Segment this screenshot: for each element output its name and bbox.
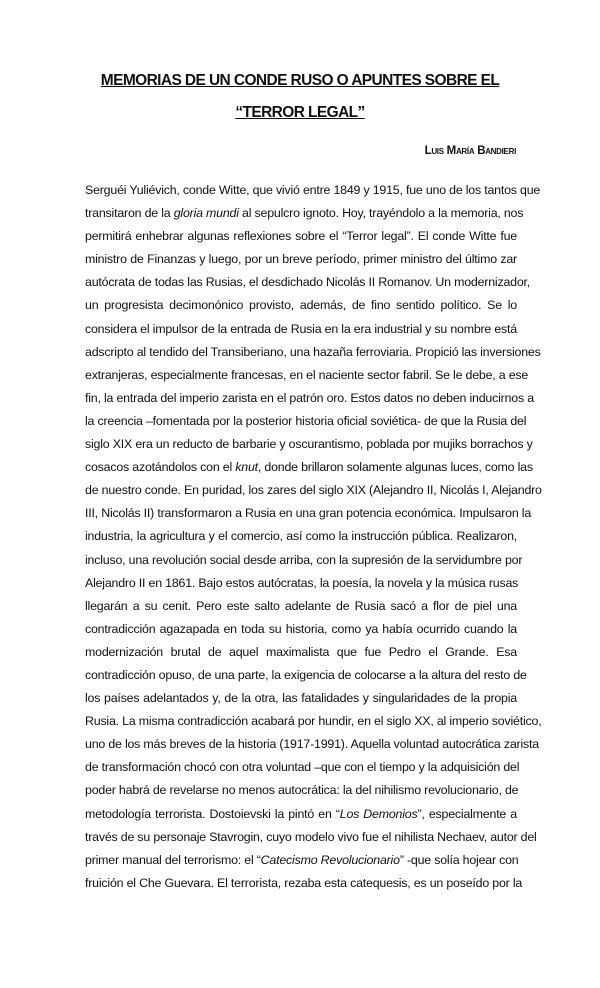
document-title-line-2: “TERROR LEGAL”: [235, 104, 365, 121]
body-text: [85, 179, 542, 895]
italic-term: Catecismo Revolucionario: [260, 852, 400, 867]
paragraph-line: modernización brutal de aquel maximalista que fue Pedro el Grande. Esa: [85, 644, 517, 659]
paragraph-line: un progresista decimonónico provisto, además, de fino sentido político. Se lo: [85, 298, 517, 313]
paragraph-line: uno de los más breves de la historia (1917-1991). Aquella voluntad autocrática zarista: [85, 737, 539, 752]
paragraph-line: metodología terrorista. Dostoievski la pintó en “Los Demonios”, especialmente a: [85, 806, 517, 821]
paragraph-line: contradicción agazapada en toda su historia, como ya había ocurrido cuando la: [85, 621, 517, 636]
author-name: Luis María Bandieri: [424, 145, 516, 157]
paragraph-line: cosacos azotándolos con el knut, donde brillaron solamente algunas luces, como las: [85, 460, 533, 475]
paragraph-line: llegarán a su cenit. Pero este salto adelante de Rusia sacó a flor de piel una: [85, 598, 517, 613]
paragraph-line: industria, la agricultura y el comercio, así como la instrucción pública. Realizaron,: [85, 529, 517, 544]
paragraph-line: III, Nicolás II) transformaron a Rusia en una gran potencia económica. Impulsaron la: [85, 506, 532, 521]
paragraph-line: adscripto al tendido del Transiberiano, una hazaña ferroviaria. Propició las inversiones: [85, 344, 541, 359]
paragraph-line: Rusia. La misma contradicción acabará por hundir, en el siglo XX, al imperio soviético,: [85, 714, 542, 729]
paragraph-line: fruición el Che Guevara. El terrorista, rezaba esta catequesis, es un poseído por la: [85, 875, 523, 890]
paragraph-line: autócrata de todas las Rusias, el desdichado Nicolás II Romanov. Un modernizador,: [85, 275, 531, 290]
italic-term: Los Demonios: [339, 806, 418, 821]
paragraph-line: los países adelantados y, de la otra, las fatalidades y singularidades de la propia: [85, 691, 517, 706]
paragraph-line: permitirá enhebrar algunas reflexiones sobre el “Terror legal”. El conde Witte fue: [85, 229, 517, 244]
paragraph-line: primer manual del terrorismo: el “Catecismo Revolucionario” -que solía hojear con: [85, 852, 519, 867]
paragraph-line: de transformación chocó con otra voluntad –que con el tiempo y la adquisición del: [85, 760, 520, 775]
paragraph-line: través de su personaje Stavrogin, cuyo modelo vivo fue el nihilista Nechaev, autor del: [85, 829, 537, 844]
paragraph-line: incluso, una revolución social desde arriba, con la supresión de la servidumbre por: [85, 552, 523, 567]
paragraph-line: Alejandro II en 1861. Bajo estos autócratas, la poesía, la novela y la música rusas: [85, 575, 519, 590]
italic-term: knut: [235, 460, 258, 475]
document-title-line-1: MEMORIAS DE UN CONDE RUSO O APUNTES SOBRE EL: [100, 72, 500, 89]
paragraph-line: contradicción opuso, de una parte, la exigencia de colocarse a la altura del resto de: [85, 667, 527, 682]
paragraph-line: siglo XIX era un reducto de barbarie y oscurantismo, poblada por mujiks borrachos y: [85, 437, 533, 452]
paragraph-line: ministro de Finanzas y luego, por un breve período, primer ministro del último zar: [85, 252, 517, 267]
paragraph-line: considera el impulsor de la entrada de Rusia en la era industrial y su nombre está: [85, 321, 517, 336]
paragraph-line: la creencia –fomentada por la posterior historia oficial soviética- de que la Rusia del: [85, 413, 527, 428]
italic-term: gloria mundi: [173, 206, 239, 221]
paragraph-line: extranjeras, especialmente francesas, en el naciente sector fabril. Se le debe, a ese: [85, 367, 529, 382]
paragraph-line: fin, la entrada del imperio zarista en el patrón oro. Estos datos no deben inducirnos a: [85, 390, 534, 405]
paragraph-line: transitaron de la gloria mundi al sepulcro ignoto. Hoy, trayéndolo a la memoria, nos: [85, 206, 524, 221]
paragraph-line: Serguéi Yuliévich, conde Witte, que vivió entre 1849 y 1915, fue uno de los tantos que: [85, 183, 541, 197]
paragraph-line: poder habrá de revelarse no menos autocrática: la del nihilismo revolucionario, de: [85, 783, 519, 798]
paragraph-line: de nuestro conde. En puridad, los zares del siglo XIX (Alejandro II, Nicolás I, Alejandro: [85, 483, 542, 498]
